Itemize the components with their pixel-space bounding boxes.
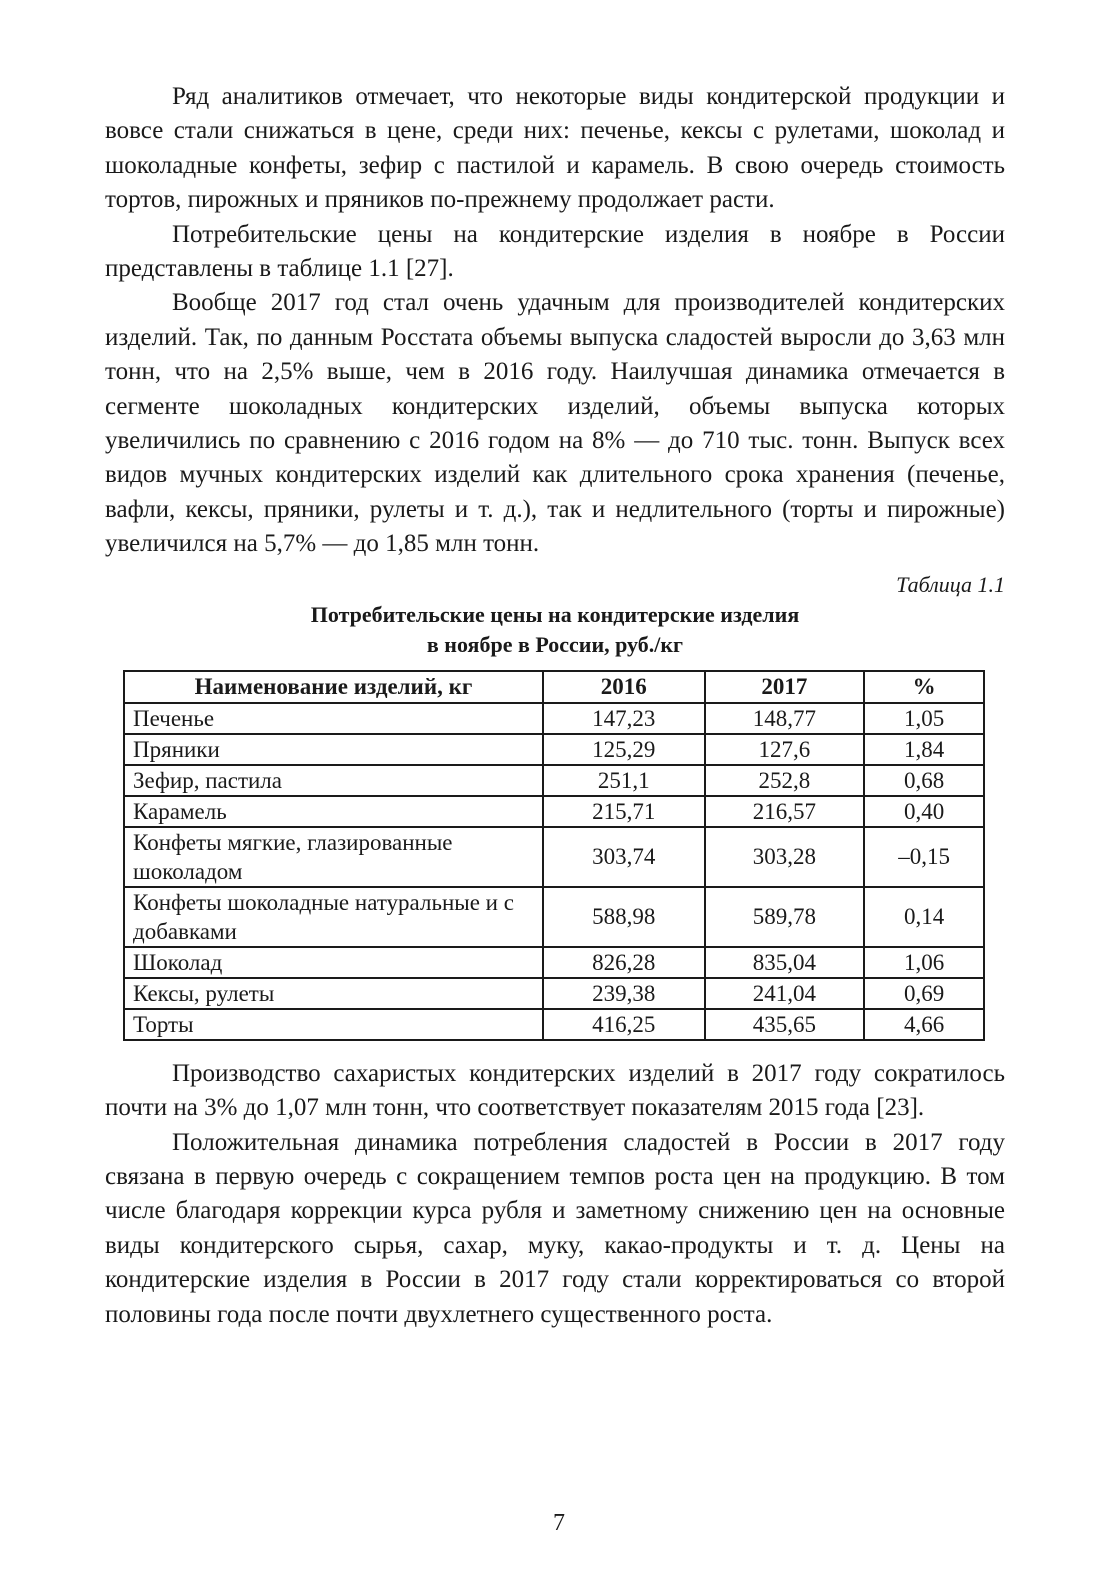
document-page (105, 80, 1005, 1332)
cell-2017: 589,78 (705, 887, 865, 947)
cell-percent: 0,40 (864, 796, 984, 827)
paragraph-sugar-confectionery: Производство сахаристых кондитерских изделий в 2017 году сократилось почти на 3% до 1,07 млн тонн, что соответствует показателям 2015 года [23]. (105, 1059, 1005, 1122)
cell-product: Шоколад (124, 947, 543, 978)
paragraph-production-2017: Вообще 2017 год стал очень удачным для производителей кондитерских изделий. Так, по данным Росстата объемы выпуска сладостей выросли до 3,63 млн тонн, что на 2,5% выше, чем в 2016 году. Наилучшая динамика отмечается в сегменте шоколадных кондитерских изделий, объемы выпуска которых увеличились по сравнению с 2016 годом на 8% — до 710 тыс. тонн. Выпуск всех видов мучных кондитерских изделий как длительного срока хранения (печенье, вафли, кексы, пряники, рулеты и т. д.), так и недлительного (торты и пирожные) увеличился на 5,7% — до 1,85 млн тонн. (105, 289, 1005, 558)
page-number: 7 (553, 1510, 565, 1536)
cell-percent: 4,66 (864, 1009, 984, 1040)
cell-2016: 416,25 (543, 1009, 705, 1040)
cell-percent: 0,14 (864, 887, 984, 947)
cell-percent: 0,68 (864, 765, 984, 796)
cell-2017: 241,04 (705, 978, 865, 1009)
paragraph-table-reference: Потребительские цены на кондитерские изделия в ноябре в России представлены в таблице 1.1 [27]. (105, 220, 1005, 283)
table-title-line-2: в ноябре в России, руб./кг (426, 631, 684, 657)
table-row (124, 827, 984, 887)
cell-2016: 303,74 (543, 827, 705, 887)
cell-2017: 303,28 (705, 827, 865, 887)
cell-2016: 125,29 (543, 734, 705, 765)
cell-2016: 826,28 (543, 947, 705, 978)
header-2017: 2017 (705, 671, 865, 703)
cell-2016: 588,98 (543, 887, 705, 947)
paragraph-analysts: Ряд аналитиков отмечает, что некоторые виды кондитерской продукции и вовсе стали снижаться в цене, среди них: печенье, кексы с рулетами, шоколад и шоколадные конфеты, зефир с пастилой и карамель. В свою очередь стоимость тортов, пирожных и пряников по-прежнему продолжает расти. (105, 83, 1005, 214)
table-row (124, 734, 984, 765)
cell-product: Конфеты мягкие, глазированные шоколадом (124, 827, 543, 887)
cell-percent: 1,84 (864, 734, 984, 765)
cell-2016: 215,71 (543, 796, 705, 827)
table-row (124, 947, 984, 978)
cell-product: Кексы, рулеты (124, 978, 543, 1009)
cell-2017: 148,77 (705, 703, 865, 734)
price-table (123, 670, 985, 1041)
cell-2016: 147,23 (543, 703, 705, 734)
cell-product: Карамель (124, 796, 543, 827)
table-row (124, 978, 984, 1009)
table-label: Таблица 1.1 (896, 571, 1005, 597)
table-title (105, 600, 1005, 660)
table-row (124, 703, 984, 734)
cell-product: Конфеты шоколадные натуральные и с добавками (124, 887, 543, 947)
table-row (124, 887, 984, 947)
cell-product: Зефир, пастила (124, 765, 543, 796)
header-product-name: Наименование изделий, кг (124, 671, 543, 703)
table-row (124, 796, 984, 827)
cell-2017: 435,65 (705, 1009, 865, 1040)
table-row (124, 1009, 984, 1040)
cell-product: Печенье (124, 703, 543, 734)
cell-2017: 835,04 (705, 947, 865, 978)
cell-percent: 0,69 (864, 978, 984, 1009)
table-header-row (124, 671, 984, 703)
cell-2017: 252,8 (705, 765, 865, 796)
cell-2016: 251,1 (543, 765, 705, 796)
cell-2017: 216,57 (705, 796, 865, 827)
table-row (124, 765, 984, 796)
cell-percent: 1,05 (864, 703, 984, 734)
cell-percent: 1,06 (864, 947, 984, 978)
cell-2016: 239,38 (543, 978, 705, 1009)
cell-percent: –0,15 (864, 827, 984, 887)
cell-2017: 127,6 (705, 734, 865, 765)
cell-product: Пряники (124, 734, 543, 765)
text-after-table (105, 1057, 1005, 1332)
cell-product: Торты (124, 1009, 543, 1040)
header-2016: 2016 (543, 671, 705, 703)
header-percent: % (864, 671, 984, 703)
table-title-line-1: Потребительские цены на кондитерские изделия (310, 601, 800, 627)
paragraph-positive-dynamics: Положительная динамика потребления сладостей в России в 2017 году связана в первую очередь с сокращением темпов роста цен на продукцию. В том числе благодаря коррекции курса рубля и заметному снижению цен на основные виды кондитерского сырья, сахар, муку, какао-продукты и т. д. Цены на кондитерские изделия в России в 2017 году стали корректироваться со второй половины года после почти двухлетнего существенного роста. (105, 1128, 1005, 1328)
